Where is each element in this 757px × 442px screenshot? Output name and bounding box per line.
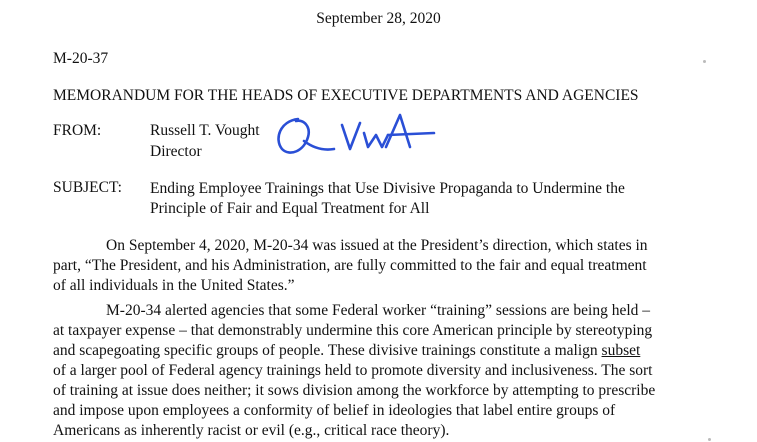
paragraph-line: part, “The President, and his Administration, are fully committed to the fair and equal treatment [53,257,647,274]
memo-heading: MEMORANDUM FOR THE HEADS OF EXECUTIVE DEPARTMENTS AND AGENCIES [53,87,639,104]
paragraph-line: and impose upon employees a conformity of belief in ideologies that label entire groups of [53,402,616,419]
scan-speck [703,60,706,63]
scan-speck [708,438,711,441]
paragraph-line-text: and scapegoating specific groups of people. These divisive trainings constitute a malign [53,342,598,359]
paragraph-line: of training at issue does neither; it sows division among the workforce by attempting to prescribe [53,382,656,399]
paragraph-1 [53,236,713,296]
paragraph-line [53,341,713,361]
underlined-word: subset [601,342,641,359]
paragraph-line: Americans as inherently racist or evil (e.g., critical race theory). [53,422,450,439]
paragraph-line: of a larger pool of Federal agency trainings held to promote diversity and inclusiveness. The sort [53,362,653,379]
paragraph-2 [53,301,713,441]
paragraph-line: at taxpayer expense – that demonstrably undermine this core American principle by stereotyping [53,322,653,339]
signature-image [268,107,438,162]
from-label: FROM: [53,122,102,139]
subject-text [150,179,710,219]
memo-number: M-20-37 [53,50,109,67]
memo-date: September 28, 2020 [316,10,441,27]
subject-line: Ending Employee Trainings that Use Divisive Propaganda to Undermine the [150,180,625,197]
paragraph-line: On September 4, 2020, M-20-34 was issued at the President’s direction, which states in [106,237,648,254]
paragraph-line: of all individuals in the United States.” [53,277,295,294]
from-title: Director [150,143,202,160]
from-name: Russell T. Vought [150,122,260,139]
subject-line: Principle of Fair and Equal Treatment for All [150,200,430,217]
paragraph-line: M-20-34 alerted agencies that some Federal worker “training” sessions are being held – [106,302,651,319]
subject-label: SUBJECT: [53,179,122,196]
